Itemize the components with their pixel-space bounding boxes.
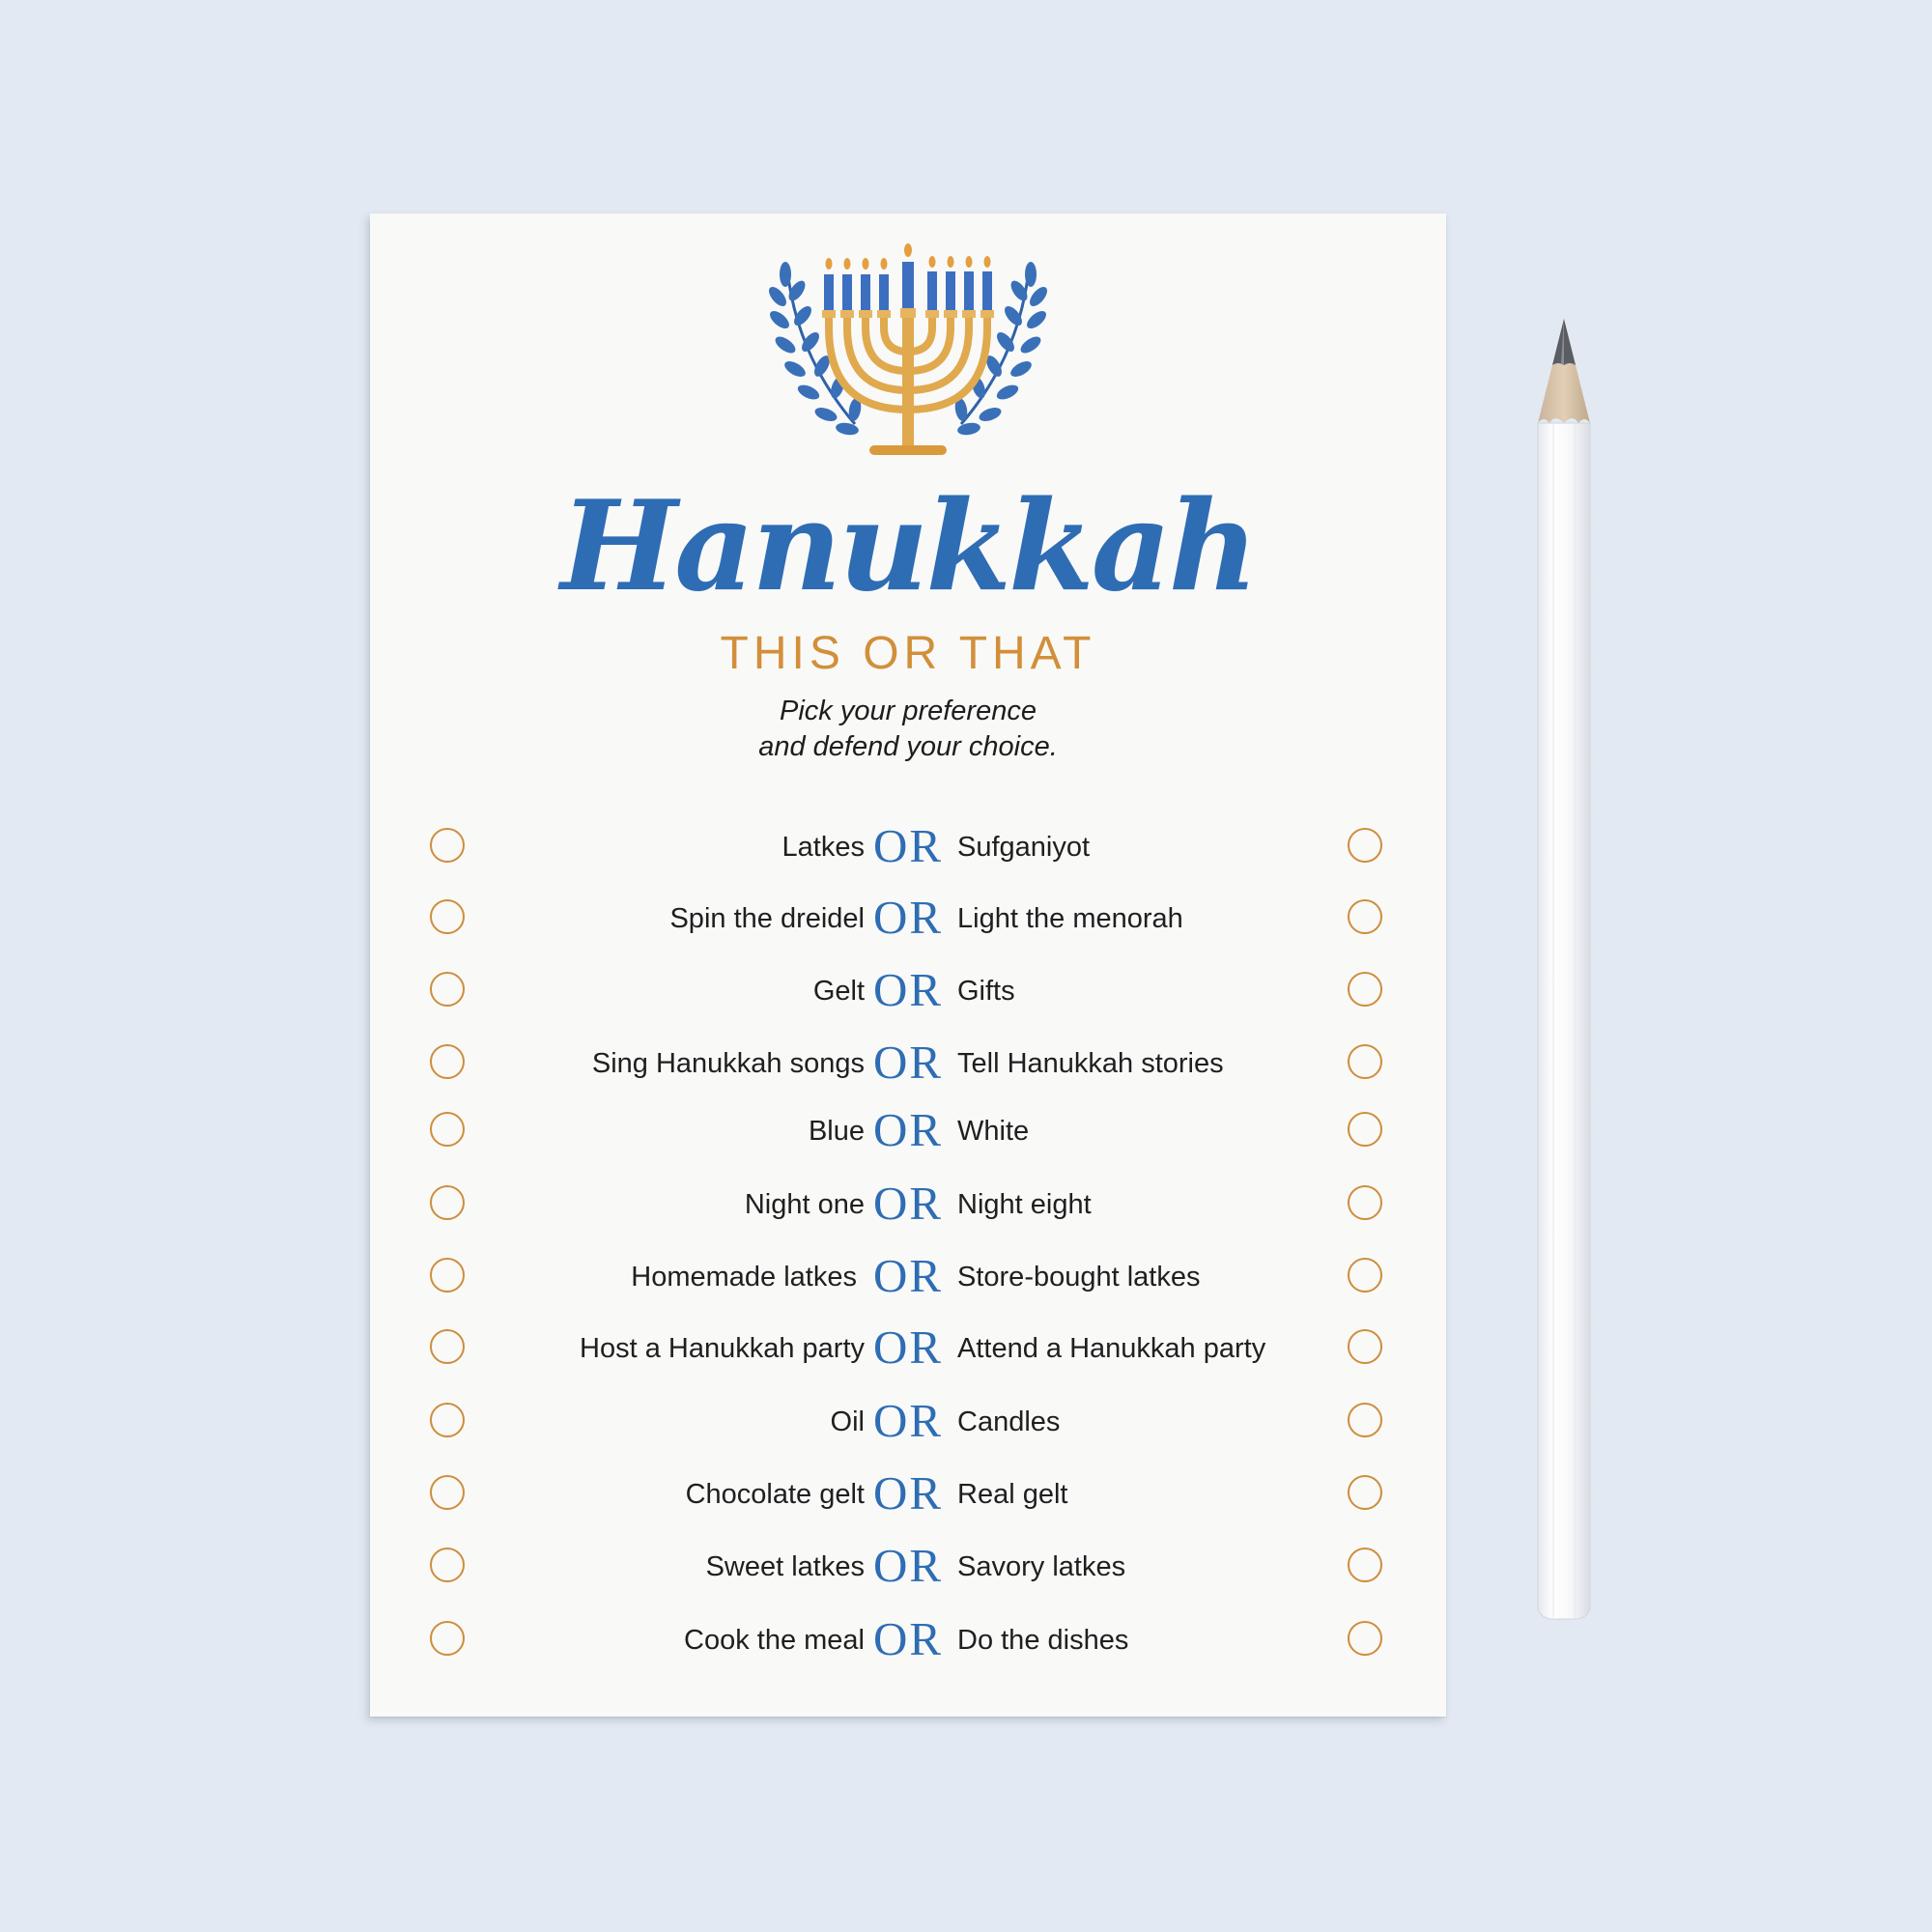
empty-circle-icon[interactable] [430,1475,465,1510]
empty-circle-icon[interactable] [430,1044,465,1079]
empty-circle-icon[interactable] [430,1403,465,1437]
or-separator: OR [872,1103,944,1156]
empty-circle-icon[interactable] [430,1548,465,1582]
pencil-icon [1534,315,1594,1623]
option-left: Latkes [781,832,865,863]
or-separator: OR [872,963,944,1016]
option-right: Do the dishes [957,1625,1129,1656]
option-right: Sufganiyot [957,832,1091,863]
or-separator: OR [872,1249,944,1302]
or-separator: OR [872,1177,944,1230]
or-separator: OR [872,891,944,944]
choice-row [370,1102,1446,1160]
or-separator: OR [872,819,944,872]
or-separator: OR [872,1466,944,1520]
empty-circle-icon[interactable] [1348,1044,1382,1079]
or-separator: OR [872,1036,944,1089]
empty-circle-icon[interactable] [430,1621,465,1656]
option-right: Tell Hanukkah stories [957,1048,1224,1079]
empty-circle-icon[interactable] [1348,899,1382,934]
page-subtitle: THIS OR THAT [720,628,1096,679]
option-right: Candles [957,1406,1061,1437]
option-left: Sweet latkes [705,1551,865,1582]
option-right: Store-bought latkes [957,1262,1201,1293]
option-left: Gelt [812,976,865,1007]
option-left: Host a Hanukkah party [580,1333,865,1364]
option-left: Blue [808,1116,865,1147]
empty-circle-icon[interactable] [1348,1185,1382,1220]
empty-circle-icon[interactable] [1348,1258,1382,1293]
choice-row [370,1611,1446,1669]
option-left: Oil [830,1406,865,1437]
empty-circle-icon[interactable] [430,972,465,1007]
option-right: Real gelt [957,1479,1068,1510]
empty-circle-icon[interactable] [430,1258,465,1293]
option-right: Light the menorah [957,903,1183,934]
option-left: Chocolate gelt [685,1479,865,1510]
empty-circle-icon[interactable] [1348,1112,1382,1147]
instructions-line-1: Pick your preference [780,696,1037,726]
empty-circle-icon[interactable] [1348,1475,1382,1510]
empty-circle-icon[interactable] [430,899,465,934]
or-separator: OR [872,1612,944,1665]
option-left: Spin the dreidel [669,903,865,934]
empty-circle-icon[interactable] [430,1112,465,1147]
choice-row [370,1248,1446,1306]
option-right: Savory latkes [957,1551,1126,1582]
choice-row [370,1320,1446,1378]
menorah-icon [768,231,1048,472]
option-left: Night one [744,1189,865,1220]
choice-row [370,1538,1446,1596]
empty-circle-icon[interactable] [430,1185,465,1220]
option-left: Cook the meal [684,1625,865,1656]
empty-circle-icon[interactable] [1348,828,1382,863]
choice-row [370,1176,1446,1234]
option-right: Attend a Hanukkah party [957,1333,1266,1364]
empty-circle-icon[interactable] [430,828,465,863]
option-left: Homemade latkes [631,1262,857,1293]
choice-row [370,1465,1446,1523]
or-separator: OR [872,1539,944,1592]
option-right: Night eight [957,1189,1092,1220]
or-separator: OR [872,1321,944,1374]
option-left: Sing Hanukkah songs [591,1048,865,1079]
page-title: Hanukkah [560,474,1256,619]
instructions-line-2: and defend your choice. [758,731,1058,762]
option-right: White [957,1116,1030,1147]
empty-circle-icon[interactable] [1348,1621,1382,1656]
empty-circle-icon[interactable] [1348,972,1382,1007]
instructions [370,694,1446,765]
choice-row [370,818,1446,876]
choice-row [370,890,1446,948]
or-separator: OR [872,1394,944,1447]
empty-circle-icon[interactable] [430,1329,465,1364]
empty-circle-icon[interactable] [1348,1329,1382,1364]
choice-row [370,962,1446,1020]
empty-circle-icon[interactable] [1348,1403,1382,1437]
printable-card [370,213,1446,1717]
choice-row [370,1393,1446,1451]
choice-row [370,1035,1446,1093]
empty-circle-icon[interactable] [1348,1548,1382,1582]
option-right: Gifts [957,976,1015,1007]
